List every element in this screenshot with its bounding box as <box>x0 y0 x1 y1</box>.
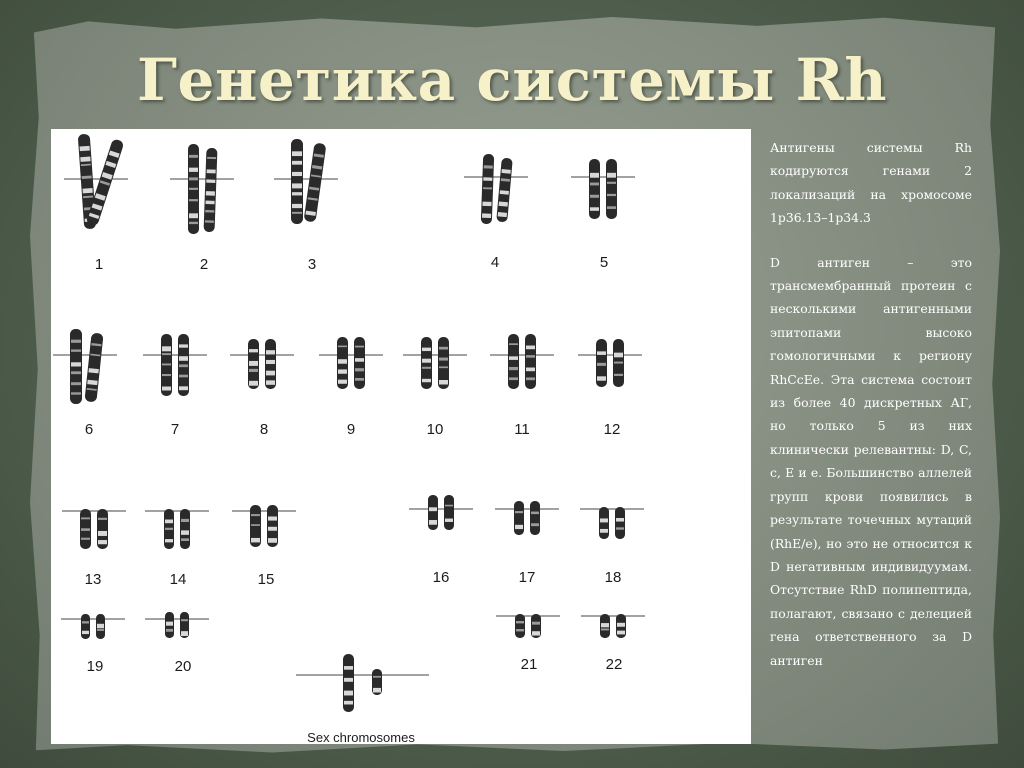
chromosome-pair-5 <box>571 159 635 271</box>
chromosome-pair-2 <box>170 144 234 273</box>
chromosome-pair-10 <box>403 337 467 438</box>
chromosome-label: 6 <box>84 421 94 438</box>
chromosome-label: 18 <box>604 569 622 586</box>
chromosome-label: 1 <box>94 256 104 273</box>
paragraph-rh-genes: Антигены системы Rh кодируются генами 2 локализаций на хромосоме 1p36.13–1p34.3 <box>770 140 972 226</box>
chromosome-pair-20 <box>145 612 209 675</box>
chromosome-label: 5 <box>599 254 609 271</box>
chromosome-label: 19 <box>86 658 104 675</box>
chromosome-pair-4 <box>464 154 528 271</box>
chromosome-label: 3 <box>307 256 317 273</box>
chromosome-pair-1 <box>64 134 128 273</box>
chromosome-pair-8 <box>230 339 294 438</box>
chromosome-label: 7 <box>170 421 180 438</box>
chromosome-label: 8 <box>259 421 269 438</box>
chromosome-pair-19 <box>61 614 125 675</box>
chromosome-label: 16 <box>432 569 450 586</box>
chromosome-pair-15 <box>232 505 296 588</box>
chromosome-label: 9 <box>346 421 356 438</box>
chromosome-pair-12 <box>578 339 642 438</box>
chromosome-label: 2 <box>199 256 209 273</box>
sex-chromosomes <box>296 654 429 744</box>
chromosome-label: 4 <box>490 254 500 271</box>
chromosome-pair-13 <box>62 509 126 588</box>
chromosome-pair-16 <box>409 495 473 586</box>
chromosome-pair-3 <box>274 139 338 273</box>
chromosome-label: 21 <box>520 656 538 673</box>
slide-title: Генетика системы Rh <box>137 46 887 114</box>
chromosome-pair-7 <box>143 334 207 438</box>
chromosome-pair-17 <box>495 501 559 586</box>
chromosome-pair-14 <box>145 509 209 588</box>
chromosome-pair-21 <box>496 614 560 673</box>
sex-chromosomes-label: Sex chromosomes <box>307 730 415 744</box>
chromosome-label: 15 <box>257 571 275 588</box>
chromosome-label: 12 <box>603 421 621 438</box>
chromosome-label: 13 <box>84 571 102 588</box>
paragraph-d-antigen: D антиген – это трансмембранный протеин с несколькими антигенными эпитопами высоко гомологичными к региону RhCcEe. Эта система состоит из более 40 дискретных АГ, но только 5 из них клинически релевантны: D, C, c, E и e. Большинство аллелей групп крови появились в результате точечных мутаций (RhE/e), но это не относится к D негативным индивидуумам. Отсутствие RhD полипептида, полагают, связано с делецией гена ответственного за D антиген <box>770 254 972 668</box>
chromosome-label: 20 <box>174 658 192 675</box>
chromosome-pair-18 <box>580 507 644 586</box>
chromosome-pair-22 <box>581 614 645 673</box>
chromosome-label: 11 <box>514 421 530 438</box>
karyotype-image <box>51 129 751 744</box>
chromosome-pair-9 <box>319 337 383 438</box>
chromosome-label: 14 <box>169 571 187 588</box>
chromosome-label: 17 <box>518 569 536 586</box>
karyotype-figure <box>51 129 751 744</box>
chromosome-label: 10 <box>426 421 444 438</box>
chromosome-pair-11 <box>490 334 554 438</box>
chromosome-label: 22 <box>605 656 623 673</box>
chromosome-pair-6 <box>53 329 117 438</box>
body-text <box>770 136 972 672</box>
